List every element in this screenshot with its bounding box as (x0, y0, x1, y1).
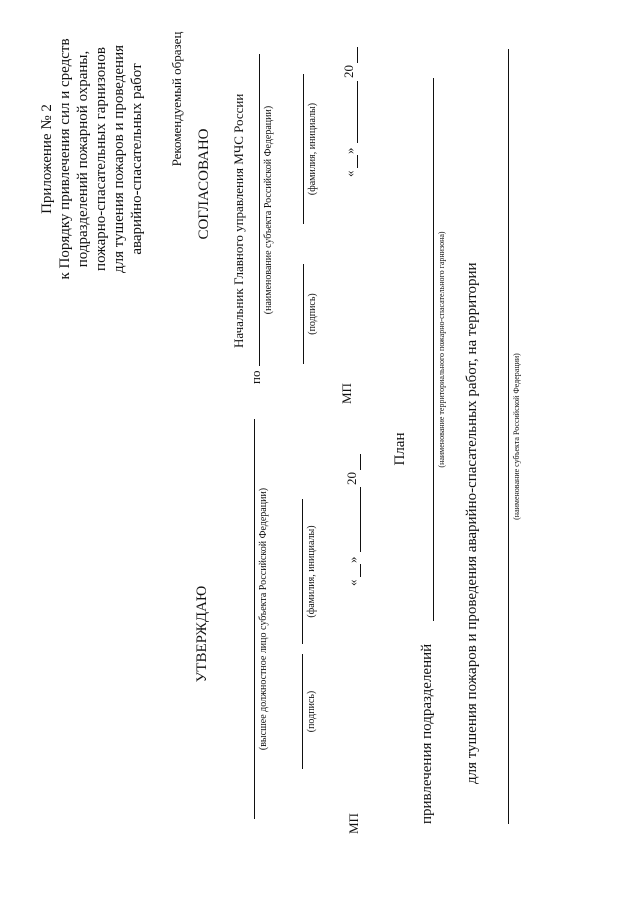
plan-title: План (392, 432, 408, 466)
approve-signature-caption: (подпись) (306, 690, 317, 733)
approve-month-line (360, 487, 361, 552)
agree-signature-line (303, 264, 304, 364)
plan-line-3-blank (508, 49, 509, 824)
appendix-line-3: подразделений пожарной охраны, (75, 50, 91, 268)
agree-heading: СОГЛАСОВАНО (196, 128, 212, 240)
agree-stamp: МП (339, 383, 354, 404)
approve-year: 20 (344, 472, 359, 485)
appendix-line-2: к Порядку привлечения сил и средств (57, 38, 73, 280)
approve-year-line (360, 454, 361, 470)
agree-signature-caption: (подпись) (307, 293, 318, 335)
recommended-sample: Рекомендуемый образец (169, 31, 184, 167)
approve-signature-line (302, 654, 303, 769)
agree-day-line (357, 155, 358, 168)
agree-date-close: » (342, 147, 357, 154)
appendix-line-4: пожарно-спасательных гарнизонов (93, 47, 109, 271)
plan-line-2: для тушения пожаров и проведения аварийно-спасательных работ, на территории (464, 262, 480, 784)
agree-chief-title: Начальник Главного управления МЧС России (231, 93, 246, 348)
agree-region-line (259, 54, 260, 366)
agree-month-line (357, 81, 358, 143)
appendix-line-5: для тушения пожаров и проведения (111, 44, 127, 274)
plan-line-1-caption: (наименование территориального пожарно-спасательного гарнизона) (437, 231, 446, 468)
agree-year: 20 (341, 65, 356, 78)
agree-po: по (248, 370, 263, 384)
agree-region-caption: (наименование субъекта Российской Федерации) (263, 105, 274, 315)
agree-year-line (357, 47, 358, 63)
agree-date-open: « (342, 170, 357, 177)
approve-name-line (302, 499, 303, 644)
agree-name-line (303, 74, 304, 224)
plan-line-3-caption: (наименование субъекта Российской Федерации) (512, 353, 521, 520)
approve-official-line (254, 419, 255, 819)
approve-name-caption: (фамилия, инициалы) (306, 525, 317, 618)
agree-name-caption: (фамилия, инициалы) (307, 102, 318, 196)
approve-date-open: « (345, 579, 360, 586)
approve-official-caption: (высшее должностное лицо субъекта Российской Федерации) (258, 487, 269, 751)
appendix-line-1: Приложение № 2 (39, 104, 55, 214)
approve-stamp: МП (346, 813, 361, 834)
approve-day-line (360, 564, 361, 577)
appendix-line-6: аварийно-спасательных работ (129, 63, 145, 255)
plan-line-1-prefix: привлечения подразделений (419, 643, 435, 824)
approve-date-close: » (345, 556, 360, 563)
plan-line-1-blank (433, 78, 434, 621)
approve-heading: УТВЕРЖДАЮ (194, 585, 210, 683)
